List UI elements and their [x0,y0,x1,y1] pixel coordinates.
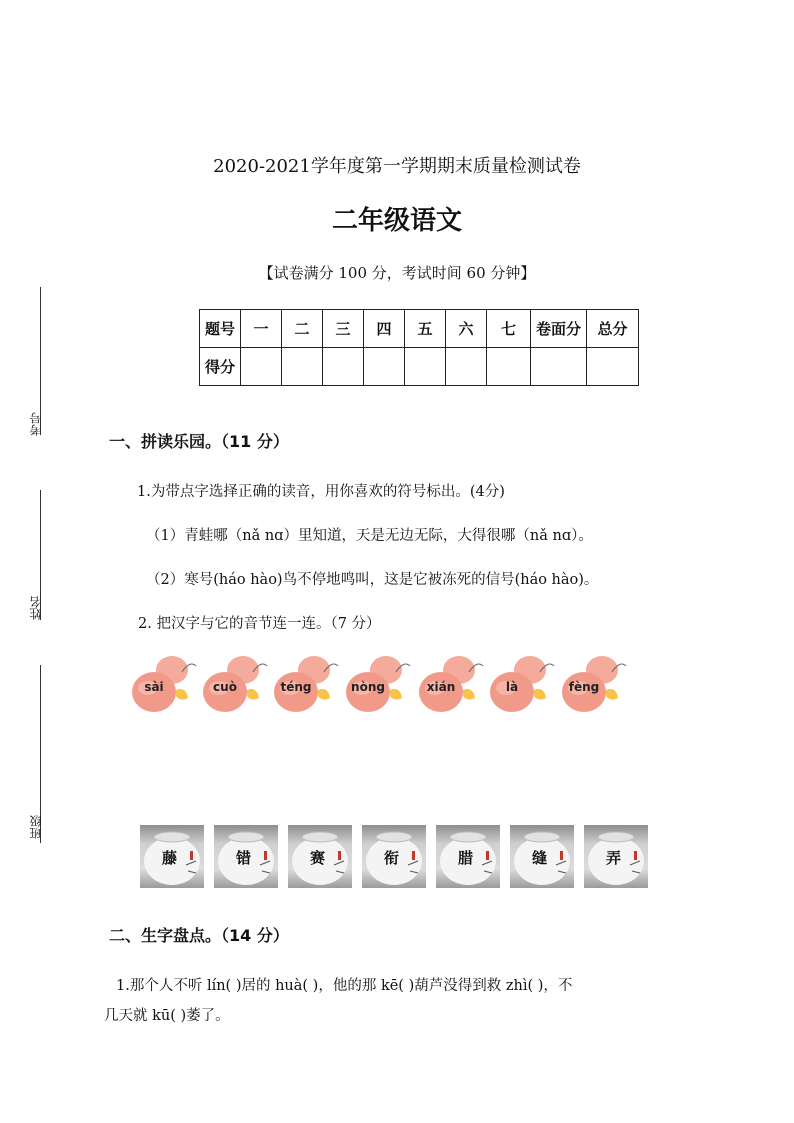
jar-card[interactable] [584,825,648,888]
jar-card[interactable] [362,825,426,888]
butterfly-card[interactable] [488,650,558,720]
butterfly-card[interactable] [417,650,487,720]
jar-hanzi: 错 [236,849,252,867]
question-1: 1.为带点字选择正确的读音，用你喜欢的符号标出。(4分) [137,484,505,500]
question-2: 2. 把汉字与它的音节连一连。（7 分） [138,616,381,632]
score-header-cell: 题号 [200,310,241,348]
butterfly-pinyin: sài [144,680,164,694]
score-cell[interactable] [282,348,323,386]
section2-title: 二、生字盘点。（14 分） [109,926,289,945]
jar-card[interactable] [510,825,574,888]
butterfly-row [130,650,630,720]
section2-question-1-line1: 1.那个人不听 lín( )居的 huà( )，他的那 kē( )葫芦没得到救 zhì( )，不 [116,978,573,994]
jar-hanzi: 衔 [384,849,400,867]
class-label: 班级 [29,815,43,839]
jar-card[interactable] [436,825,500,888]
name-label: 姓名 [29,596,43,620]
butterfly-card[interactable] [560,650,630,720]
butterfly-card[interactable] [344,650,414,720]
butterfly-pinyin: xián [426,680,456,694]
jar-hanzi: 藤 [162,849,178,867]
score-header-cell: 总分 [587,310,639,348]
score-header-cell: 三 [323,310,364,348]
subject-title: 二年级语文 [331,206,462,236]
score-header-cell: 卷面分 [531,310,587,348]
butterfly-pinyin: cuò [213,680,237,694]
score-cell[interactable] [323,348,364,386]
jar-card[interactable] [140,825,204,888]
butterfly-pinyin: là [505,680,519,694]
score-table-score-row [200,348,639,386]
score-header-cell: 七 [487,310,531,348]
jar-card[interactable] [288,825,352,888]
score-cell[interactable] [587,348,639,386]
jar-hanzi: 腊 [458,849,474,867]
score-cell[interactable] [531,348,587,386]
exam-title: 2020-2021学年度第一学期期末质量检测试卷 [213,156,581,177]
score-header-cell: 五 [405,310,446,348]
jar-hanzi: 弄 [606,849,622,867]
question-1-2: （2）寒号(háo hào)鸟不停地鸣叫，这是它被冻死的信号(háo hào)。 [146,572,599,588]
score-header-cell: 二 [282,310,323,348]
butterfly-card[interactable] [201,650,271,720]
score-cell[interactable] [405,348,446,386]
score-table-header-row [200,310,639,348]
section1-title: 一、拼读乐园。（11 分） [109,432,289,451]
butterfly-card[interactable] [272,650,342,720]
butterfly-pinyin: téng [280,680,312,694]
jar-hanzi: 赛 [310,849,326,867]
score-row-label: 得分 [200,348,241,386]
butterfly-card[interactable] [130,650,200,720]
butterfly-pinyin: nòng [351,680,385,694]
score-cell[interactable] [487,348,531,386]
butterfly-pinyin: fèng [568,680,600,694]
jar-hanzi: 缝 [532,849,548,867]
question-1-1: （1）青蛙哪（nǎ nɑ）里知道，天是无边无际，大得很哪（nǎ nɑ）。 [146,528,593,544]
exam-info: 【试卷满分 100 分，考试时间 60 分钟】 [258,264,536,282]
score-cell[interactable] [364,348,405,386]
section2-question-1-line2: 几天就 kū( )萎了。 [104,1008,230,1024]
exam-no-label: 考号 [29,412,43,436]
jar-row [140,825,660,889]
score-table [199,309,639,386]
score-header-cell: 四 [364,310,405,348]
score-header-cell: 一 [241,310,282,348]
score-cell[interactable] [241,348,282,386]
score-header-cell: 六 [446,310,487,348]
score-cell[interactable] [446,348,487,386]
jar-card[interactable] [214,825,278,888]
